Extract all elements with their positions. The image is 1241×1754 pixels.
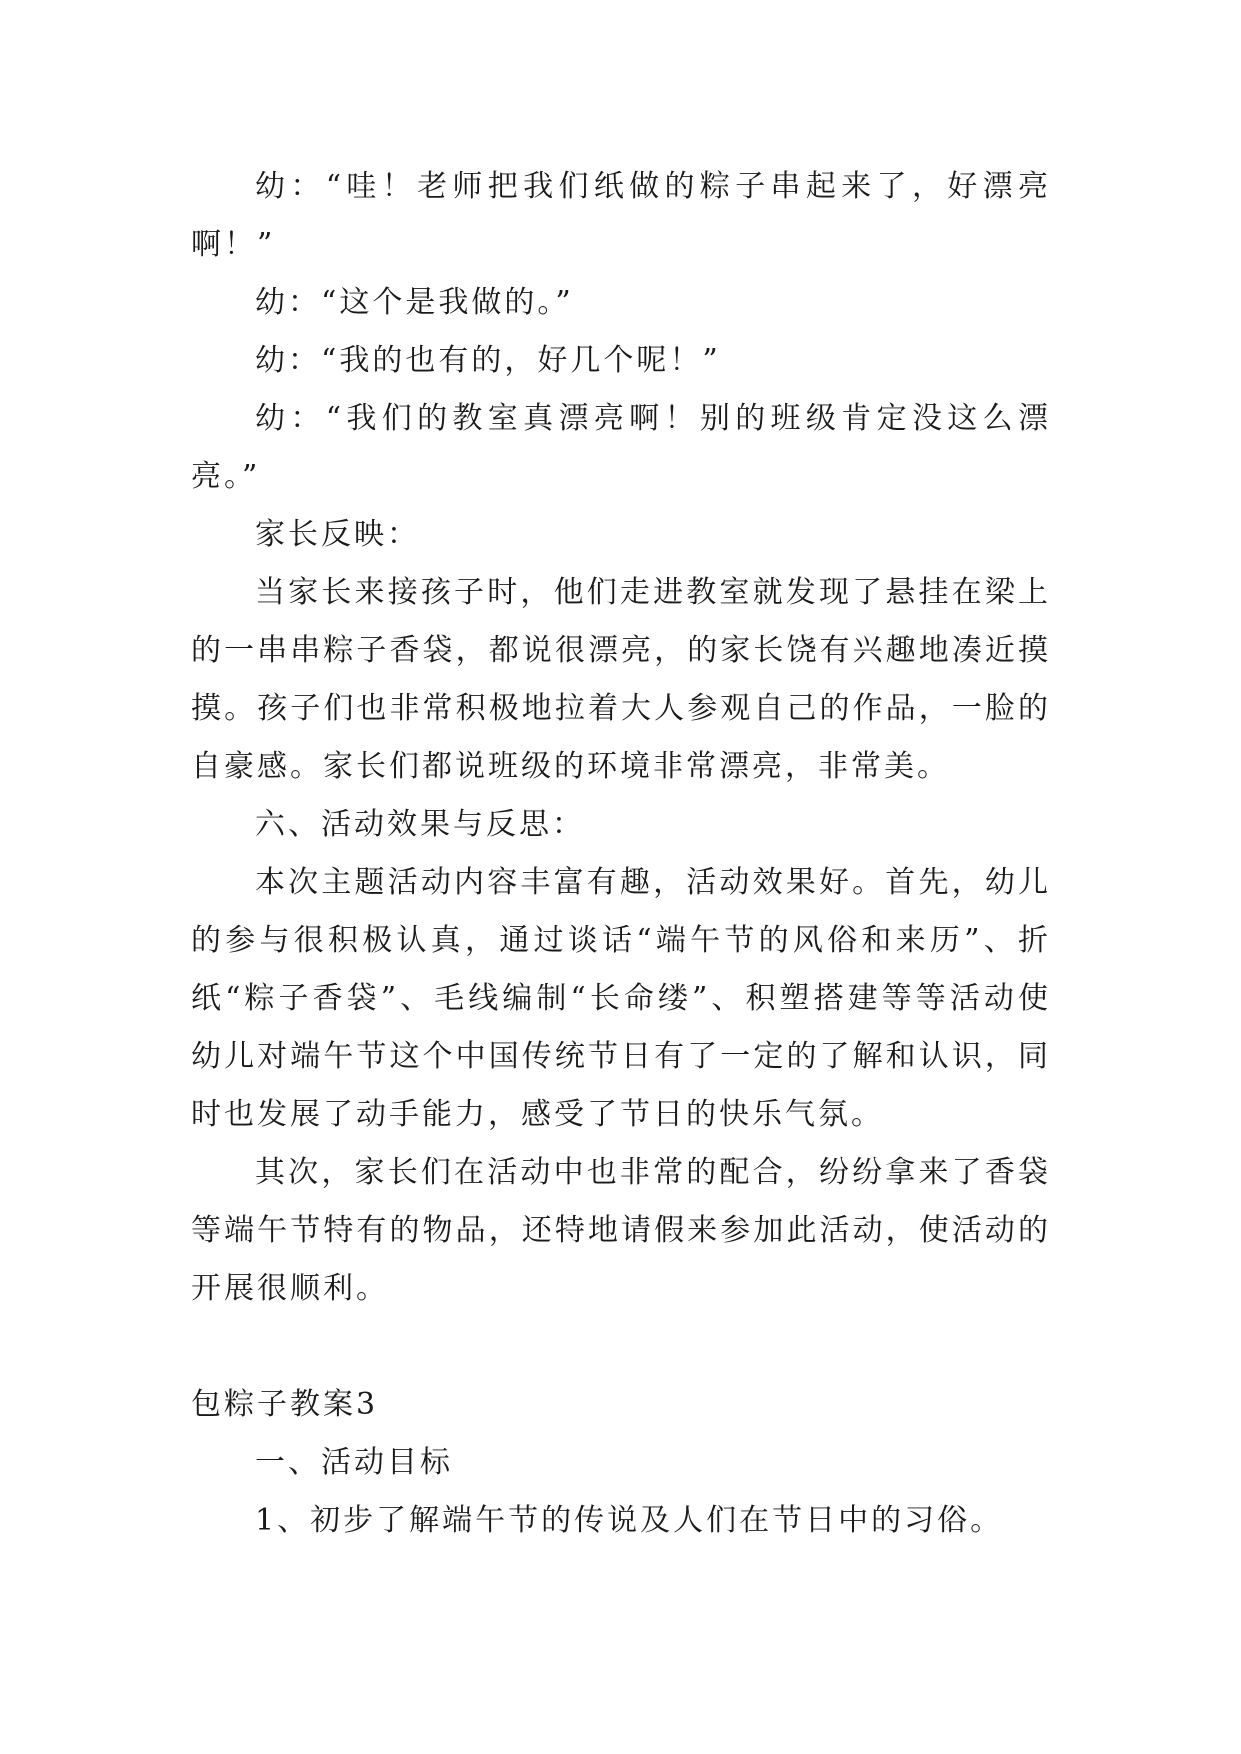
subheading: 家长反映： xyxy=(255,517,420,552)
document-body xyxy=(191,158,1051,1550)
section-heading: 一、活动目标 xyxy=(255,1445,453,1480)
section-heading: 六、活动效果与反思： xyxy=(255,807,585,842)
body-paragraph: 当家长来接孩子时，他们走进教室就发现了悬挂在梁上的一串串粽子香袋，都说很漂亮，的家长饶有兴趣地凑近摸摸。孩子们也非常积极地拉着大人参观自己的作品，一脸的自豪感。家长们都说班级的环境非常漂亮，非常美。 xyxy=(191,575,1051,784)
dialogue-paragraph: 幼：“这个是我做的。” xyxy=(255,285,574,320)
paragraph-gap xyxy=(191,1318,1051,1376)
dialogue-paragraph: 幼：“我们的教室真漂亮啊！别的班级肯定没这么漂亮。” xyxy=(191,401,1051,494)
body-paragraph: 本次主题活动内容丰富有趣，活动效果好。首先，幼儿的参与很积极认真，通过谈话“端午节的风俗和来历”、折纸“粽子香袋”、毛线编制“长命缕”、积塑搭建等等活动使幼儿对端午节这个中国传统节日有了一定的了解和认识，同时也发展了动手能力，感受了节日的快乐气氛。 xyxy=(191,865,1051,1132)
dialogue-paragraph: 幼：“我的也有的，好几个呢！” xyxy=(255,343,721,378)
section-title: 包粽子教案3 xyxy=(191,1387,379,1422)
body-paragraph: 其次，家长们在活动中也非常的配合，纷纷拿来了香袋等端午节特有的物品，还特地请假来参加此活动，使活动的开展很顺利。 xyxy=(191,1155,1051,1306)
body-paragraph: 1、初步了解端午节的传说及人们在节日中的习俗。 xyxy=(255,1503,1004,1538)
dialogue-paragraph: 幼：“哇！老师把我们纸做的粽子串起来了，好漂亮啊！” xyxy=(191,169,1051,262)
